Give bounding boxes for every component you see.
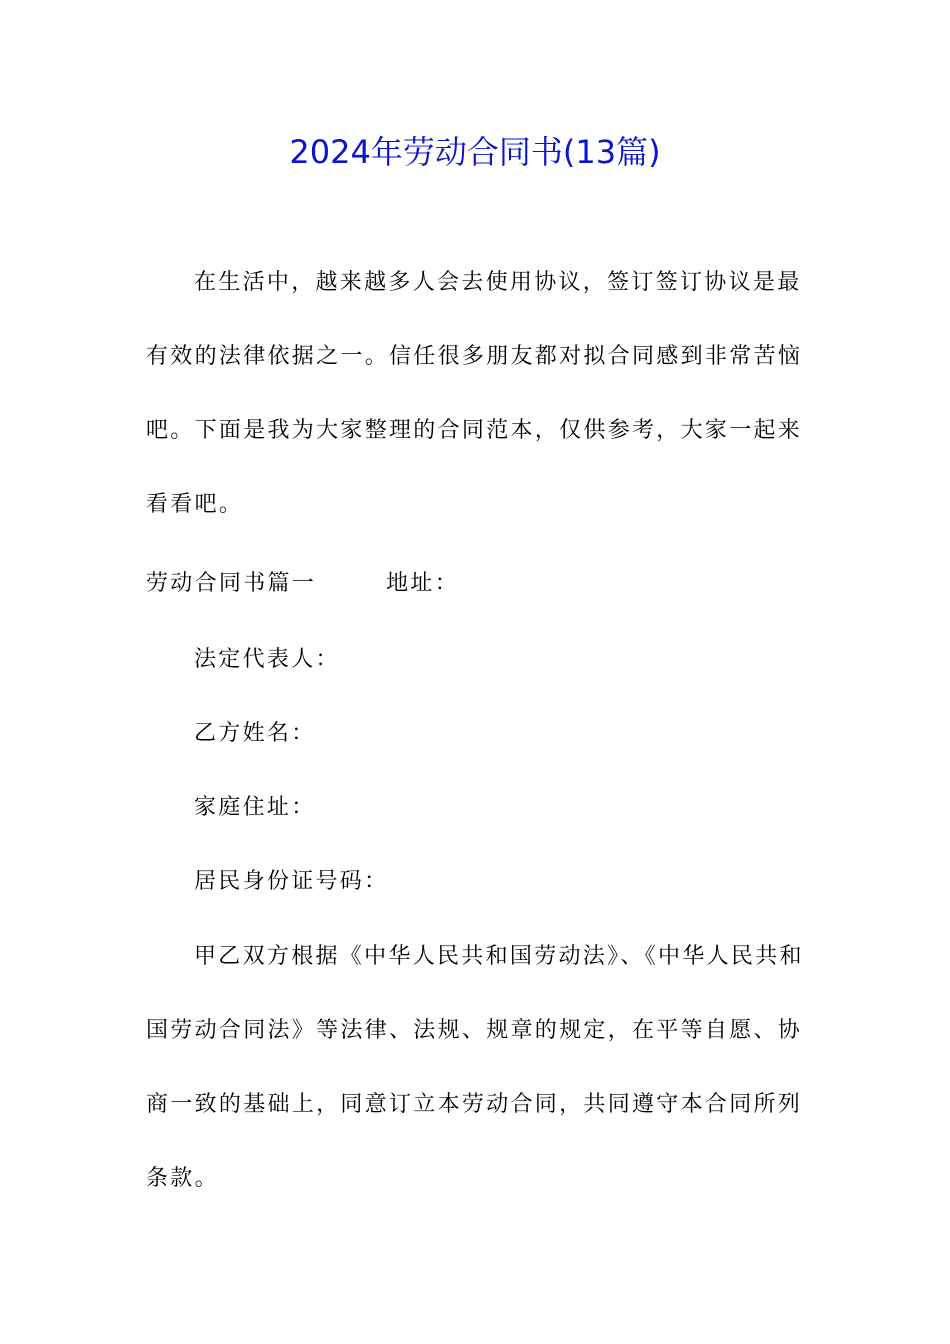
id-number-label: 居民身份证号码： [194,869,389,894]
section-heading: 劳动合同书篇一 [146,571,317,596]
address-label: 地址： [386,571,460,596]
agreement-paragraph: 甲乙双方根据《中华人民共和国劳动法》、《中华人民共和国劳动合同法》等法律、法规、规章的规定，在平等自愿、协商一致的基础上，同意订立本劳动合同，共同遵守本合同所列条款。 [146,944,804,1191]
intro-paragraph: 在生活中，越来越多人会去使用协议，签订签订协议是最有效的法律依据之一。信任很多朋友都对拟合同感到非常苦恼吧。下面是我为大家整理的合同范本，仅供参考，大家一起来看看吧。 [146,270,803,517]
party-b-name-label: 乙方姓名： [194,721,316,746]
home-address-label: 家庭住址： [194,795,316,820]
legal-rep-label: 法定代表人： [194,647,340,672]
document-title: 2024年劳动合同书(13篇) [289,133,661,171]
section-heading-line [146,564,459,604]
